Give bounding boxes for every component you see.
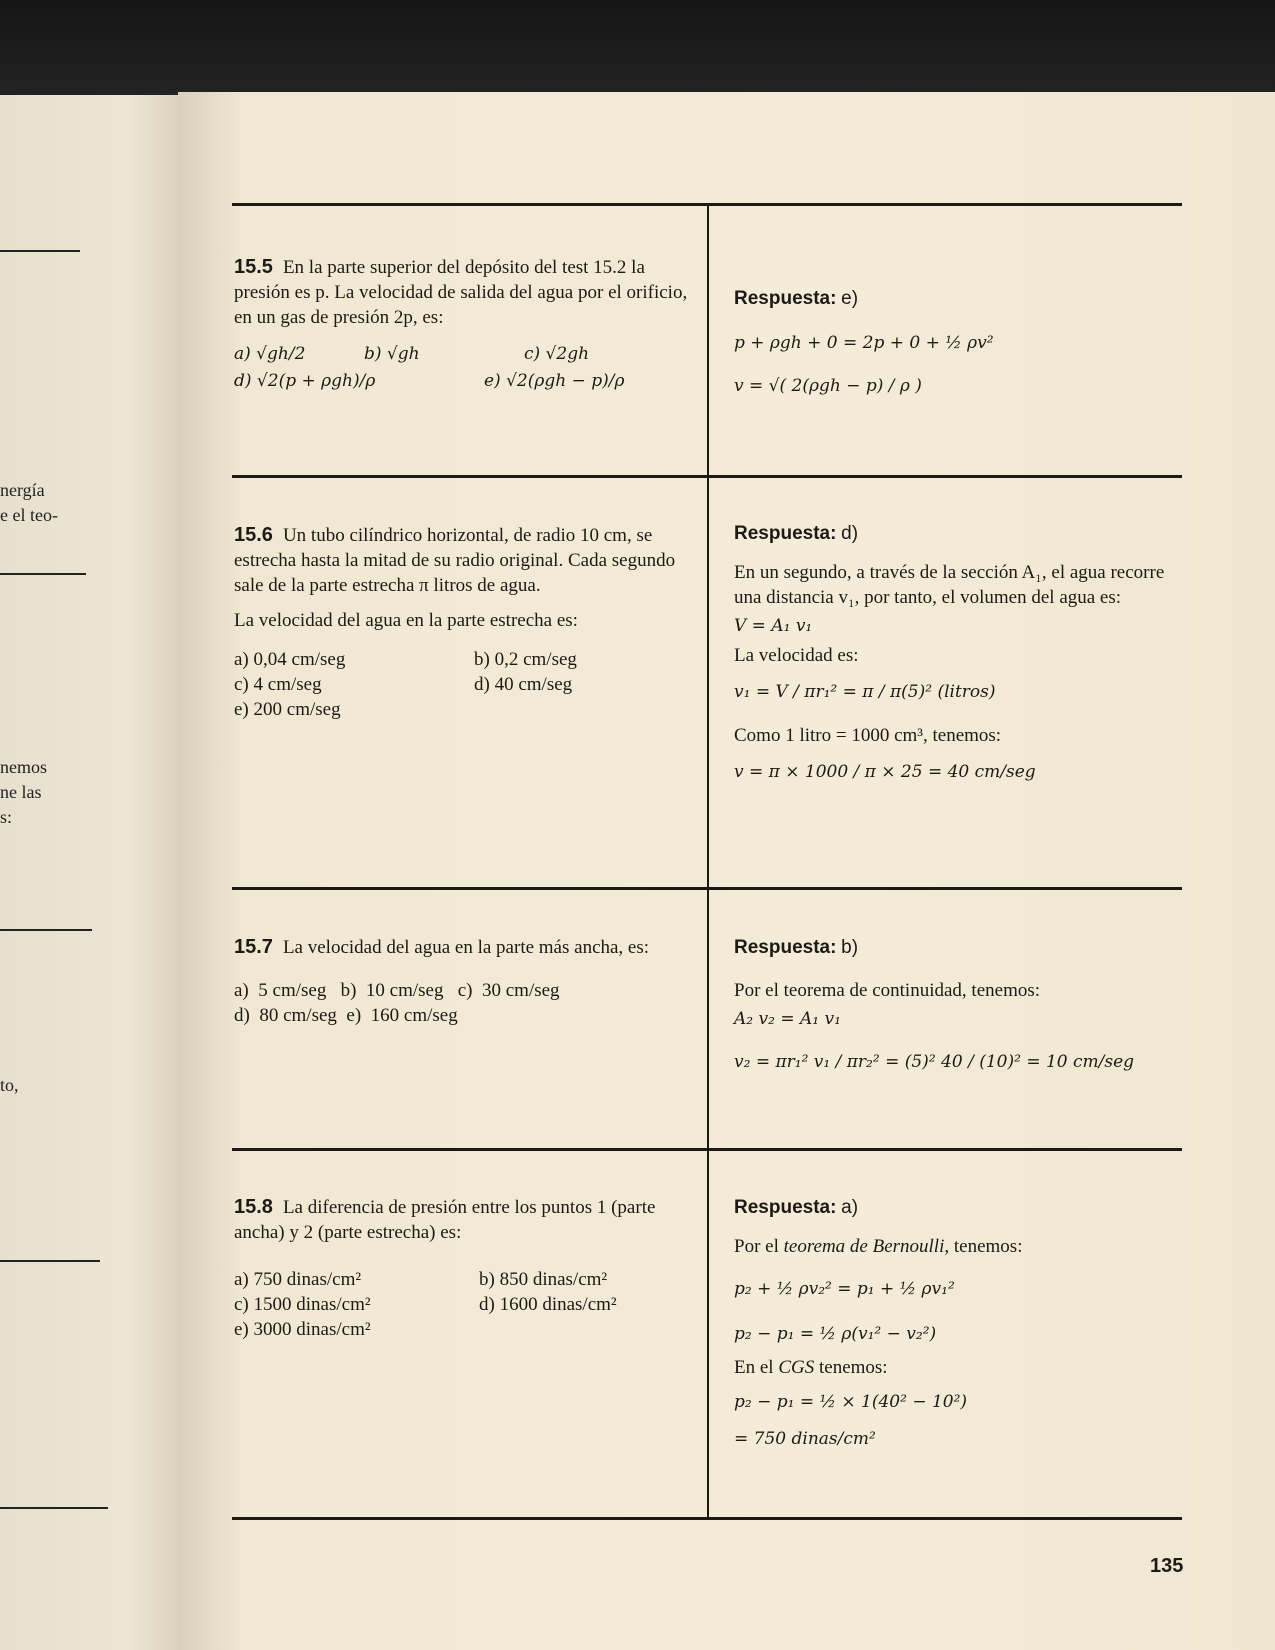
question-text: La velocidad del agua en la parte más ancha, es: [282,937,650,958]
option-a: a) 750 dinas/cm² [234,1269,362,1290]
explanation-text [734,1234,1174,1259]
left-page-rule [0,573,86,575]
question-text: La diferencia de presión entre los puntos 1 (parte ancha) y 2 (parte estrecha) es: [234,1197,656,1243]
question-15-6 [234,523,689,722]
answer-value: a) [841,1197,859,1218]
equation: p₂ + ½ ρv₂² = p₁ + ½ ρv₁² [734,1279,955,1299]
question-prompt: La velocidad del agua en la parte estrecha es: [234,610,578,631]
equation: v₁ = V / πr₁² = π / π(5)² (litros) [734,682,996,702]
equation: p₂ − p₁ = ½ × 1(40² − 10²) [734,1392,968,1412]
question-text: Un tubo cilíndrico horizontal, de radio 10 cm, se estrecha hasta la mitad de su radio original. Cada segundo sale de la parte estrecha π litros de agua. [234,525,676,596]
left-page-rule [0,1507,108,1509]
text-part: , tenemos: [944,1236,1023,1257]
left-page-fragment: nergía [0,480,45,500]
page-number: 135 [1150,1555,1184,1577]
answer-15-6 [734,521,1174,785]
scanner-background [0,0,1275,100]
question-15-5 [234,255,689,394]
option-e: e) 3000 dinas/cm² [234,1319,371,1340]
answer-value: e) [841,288,859,309]
option-d: d) 1600 dinas/cm² [479,1294,617,1315]
equation: v = √( 2(ρgh − p) / ρ ) [734,376,922,396]
equation: p₂ − p₁ = ½ ρ(v₁² − v₂²) [734,1324,937,1344]
option-c: c) 4 cm/seg [234,674,322,695]
left-page-rule [0,1260,100,1262]
equation: p + ρgh + 0 = 2p + 0 + ½ ρv² [734,333,994,353]
text-part: Por el [734,1236,784,1257]
left-page-fragment: s: [0,807,13,827]
explanation-text: En un segundo, a través de la sección A₁, el agua recorre una distancia v₁, por tanto, el volumen del agua es: [734,562,1165,608]
answer-label: Respuesta: [734,1197,837,1218]
text-part: En el [734,1357,779,1378]
answer-15-5 [734,286,1174,399]
text-part: tenemos: [814,1357,888,1378]
equation: v₂ = πr₁² v₁ / πr₂² = (5)² 40 / (10)² = 10 cm/seg [734,1052,1135,1072]
answer-value: d) [841,523,859,544]
answer-value: b) [841,937,859,958]
question-number: 15.8 [234,1196,273,1218]
option-e: e) √2(ρgh − p)/ρ [484,371,625,391]
left-page-fragment: nemos [0,757,47,777]
question-number: 15.5 [234,256,273,278]
answer-label: Respuesta: [734,523,837,544]
option-c: c) √2gh [524,344,590,364]
column-divider [707,206,709,1518]
explanation-text: La velocidad es: [734,645,859,666]
left-page-fragment: e el teo- [0,505,58,525]
option-c: c) 1500 dinas/cm² [234,1294,371,1315]
answer-label: Respuesta: [734,288,837,309]
option-d: d) √2(p + ρgh)/ρ [234,371,376,391]
equation: V = A₁ v₁ [734,616,813,636]
explanation-text [734,1355,1174,1380]
question-15-8 [234,1195,689,1342]
answer-15-7 [734,935,1174,1075]
left-page-fragment: to, [0,1075,19,1095]
option-b: b) √gh [364,344,420,364]
option-b: b) 850 dinas/cm² [479,1269,608,1290]
text-emphasis: teorema de Bernoulli [783,1236,945,1257]
option-e: e) 200 cm/seg [234,699,341,720]
left-page [0,95,185,1650]
options-line: a) 5 cm/seg b) 10 cm/seg c) 30 cm/seg [234,980,560,1001]
equation: A₂ v₂ = A₁ v₁ [734,1009,841,1029]
options-line: d) 80 cm/seg e) 160 cm/seg [234,1005,458,1026]
left-page-rule [0,250,80,252]
option-a: a) 0,04 cm/seg [234,649,346,670]
option-a: a) √gh/2 [234,344,306,364]
option-b: b) 0,2 cm/seg [474,649,577,670]
explanation-text: Como 1 litro = 1000 cm³, tenemos: [734,725,1002,746]
equation: = 750 dinas/cm² [734,1429,876,1449]
equation: v = π × 1000 / π × 25 = 40 cm/seg [734,762,1036,782]
explanation-text: Por el teorema de continuidad, tenemos: [734,980,1041,1001]
answer-label: Respuesta: [734,937,837,958]
question-number: 15.7 [234,936,273,958]
left-page-fragment: ne las [0,782,42,802]
question-number: 15.6 [234,524,273,546]
text-emphasis: CGS [778,1357,815,1378]
option-d: d) 40 cm/seg [474,674,573,695]
left-page-rule [0,929,92,931]
question-15-7 [234,935,689,1028]
answer-15-8 [734,1195,1174,1452]
question-text: En la parte superior del depósito del test 15.2 la presión es p. La velocidad de salida del agua por el orificio, en un gas de presión 2p, es: [234,257,688,328]
